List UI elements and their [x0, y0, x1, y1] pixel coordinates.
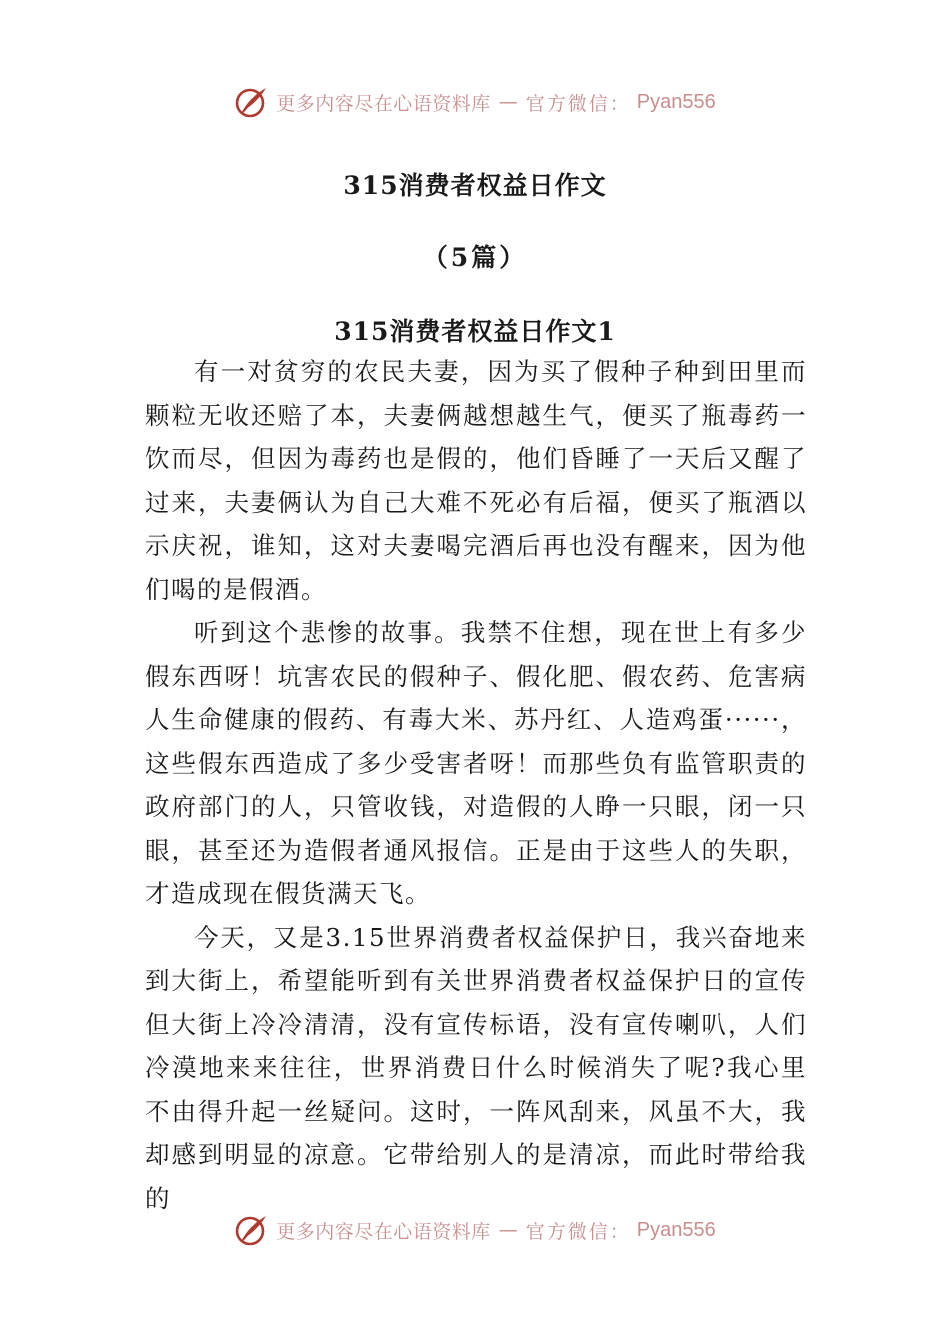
article-body — [145, 350, 807, 1220]
banner-wechat-id: Pyan556 — [636, 90, 716, 113]
document-title: 315消费者权益日作文 — [343, 171, 607, 200]
document-subtitle: （5篇） — [422, 243, 528, 272]
paragraph-2: 听到这个悲惨的故事。我禁不住想，现在世上有多少假东西呀！坑害农民的假种子、假化肥、假农药、危害病人生命健康的假药、有毒大米、苏丹红、人造鸡蛋······，这些假东西造成了多少受害者呀！而那些负有监管职责的政府部门的人，只管收钱，对造假的人睁一只眼，闭一只眼，甚至还为造假者通风报信。正是由于这些人的失职，才造成现在假货满天飞。 — [145, 618, 807, 908]
paragraph-3: 今天，又是3.15世界消费者权益保护日，我兴奋地来到大街上，希望能听到有关世界消费者权益保护日的宣传但大街上冷冷清清，没有宣传标语，没有宣传喇叭，人们冷漠地来来往往，世界消费日什么时候消失了呢?我心里不由得升起一丝疑问。这时，一阵风刮来，风虽不大，我却感到明显的凉意。它带给别人的是清凉，而此时带给我的 — [145, 922, 807, 1213]
quill-logo-icon — [234, 84, 270, 120]
banner-wechat-label: 官方微信： — [525, 92, 631, 115]
banner-separator: — — [498, 91, 518, 113]
banner-text: 更多内容尽在心语资料库 — [276, 1220, 491, 1243]
section-title: 315消费者权益日作文1 — [334, 317, 616, 346]
banner-wechat-id: Pyan556 — [636, 1218, 716, 1241]
header-banner — [0, 80, 950, 124]
footer-banner — [0, 1208, 950, 1252]
banner-wechat-label: 官方微信： — [525, 1220, 631, 1243]
banner-text: 更多内容尽在心语资料库 — [276, 92, 491, 115]
paragraph-1: 有一对贫穷的农民夫妻，因为买了假种子种到田里而颗粒无收还赔了本，夫妻俩越想越生气，便买了瓶毒药一饮而尽，但因为毒药也是假的，他们昏睡了一天后又醒了过来，夫妻俩认为自己大难不死必有后福，便买了瓶酒以示庆祝，谁知，这对夫妻喝完酒后再也没有醒来，因为他们喝的是假酒。 — [145, 357, 807, 604]
banner-separator: — — [498, 1219, 518, 1241]
quill-logo-icon — [234, 1212, 270, 1248]
